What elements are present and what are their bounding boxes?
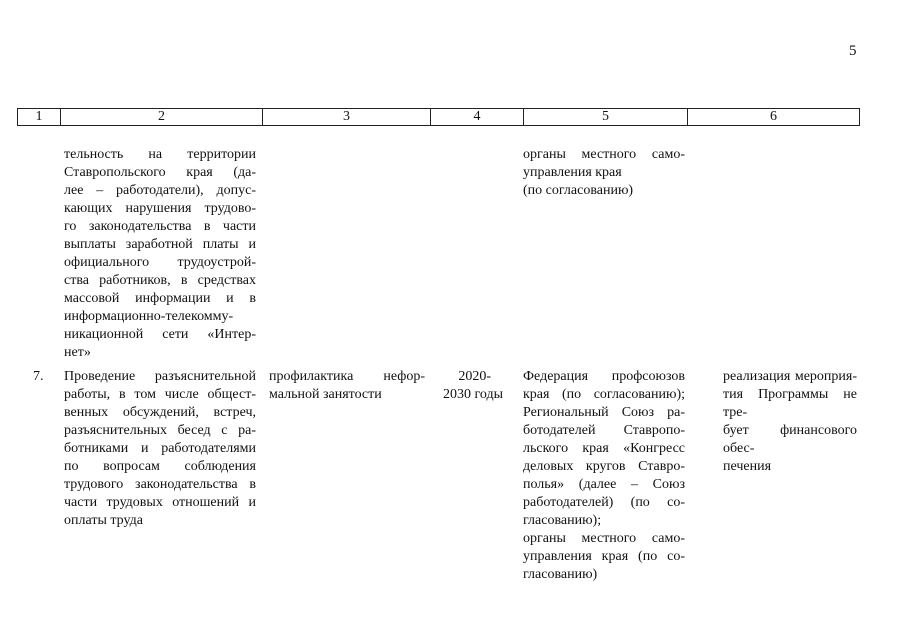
text-line: 2020-	[458, 369, 491, 384]
text-line: ства работников, в средствах	[64, 273, 256, 288]
text-line: работы, в том числе общест-	[64, 387, 256, 402]
text-line: профилактика нефор-	[269, 369, 425, 384]
text-line: мальной занятости	[269, 387, 382, 402]
text-line: нет»	[64, 345, 91, 360]
text-line: печения	[723, 459, 772, 474]
text-line: тельность на территории	[64, 147, 256, 162]
column-number-5: 5	[524, 109, 688, 126]
column-number-4: 4	[431, 109, 524, 126]
text-line: органы местного само-	[523, 147, 685, 162]
continued-description	[64, 146, 256, 362]
text-line: льского края «Конгресс	[523, 441, 685, 456]
column-header-row	[17, 108, 860, 126]
text-line: полья» (далее – Союз	[523, 477, 685, 492]
column-number-6: 6	[688, 109, 860, 126]
row-7-description	[64, 368, 256, 530]
column-number-1: 1	[18, 109, 61, 126]
text-line: официального трудоустрой-	[64, 255, 256, 270]
text-line: никационной сети «Интер-	[64, 327, 256, 342]
text-line: бует финансового обес-	[723, 423, 857, 456]
text-line: работодателей) (по со-	[523, 495, 685, 510]
text-line: кающих нарушения трудово-	[64, 201, 256, 216]
column-number-3: 3	[263, 109, 431, 126]
text-line: Региональный Союз ра-	[523, 405, 685, 420]
text-line: Ставропольского края (да-	[64, 165, 256, 180]
text-line: информационно-телекомму-	[64, 309, 234, 324]
row-7-executors	[523, 368, 685, 584]
text-line: гласованию);	[523, 513, 602, 528]
text-line: части трудовых отношений и	[64, 495, 256, 510]
text-line: лее – работодатели), допус-	[64, 183, 256, 198]
text-line: деловых кругов Ставро-	[523, 459, 685, 474]
text-line: ботниками и работодателями	[64, 441, 256, 456]
continued-executors	[523, 146, 685, 200]
text-line: массовой информации и в	[64, 291, 256, 306]
row-7-funding	[723, 368, 857, 476]
page-number: 5	[849, 43, 857, 59]
text-line: выплаты заработной платы и	[64, 237, 256, 252]
text-line: по вопросам соблюдения	[64, 459, 256, 474]
text-line: Проведение разъяснительной	[64, 369, 256, 384]
column-number-2: 2	[61, 109, 263, 126]
text-line: гласованию)	[523, 567, 598, 582]
text-line: венных обсуждений, встреч,	[64, 405, 256, 420]
text-line: органы местного само-	[523, 531, 685, 546]
text-line: реализация мероприя-	[723, 369, 857, 384]
text-line: края (по согласованию);	[523, 387, 685, 402]
text-line: Федерация профсоюзов	[523, 369, 685, 384]
text-line: оплаты труда	[64, 513, 143, 528]
text-line: го законодательства в части	[64, 219, 256, 234]
row-7-period	[428, 368, 503, 404]
text-line: тия Программы не тре-	[723, 387, 857, 420]
row-number: 7.	[33, 369, 44, 384]
text-line: управления края (по со-	[523, 549, 685, 564]
row-7-goal	[269, 368, 425, 404]
text-line: разъяснительных бесед с ра-	[64, 423, 256, 438]
text-line: (по согласованию)	[523, 183, 634, 198]
text-line: ботодателей Ставропо-	[523, 423, 685, 438]
text-line: трудового законодательства в	[64, 477, 256, 492]
text-line: 2030 годы	[442, 387, 503, 402]
text-line: управления края	[523, 165, 622, 180]
